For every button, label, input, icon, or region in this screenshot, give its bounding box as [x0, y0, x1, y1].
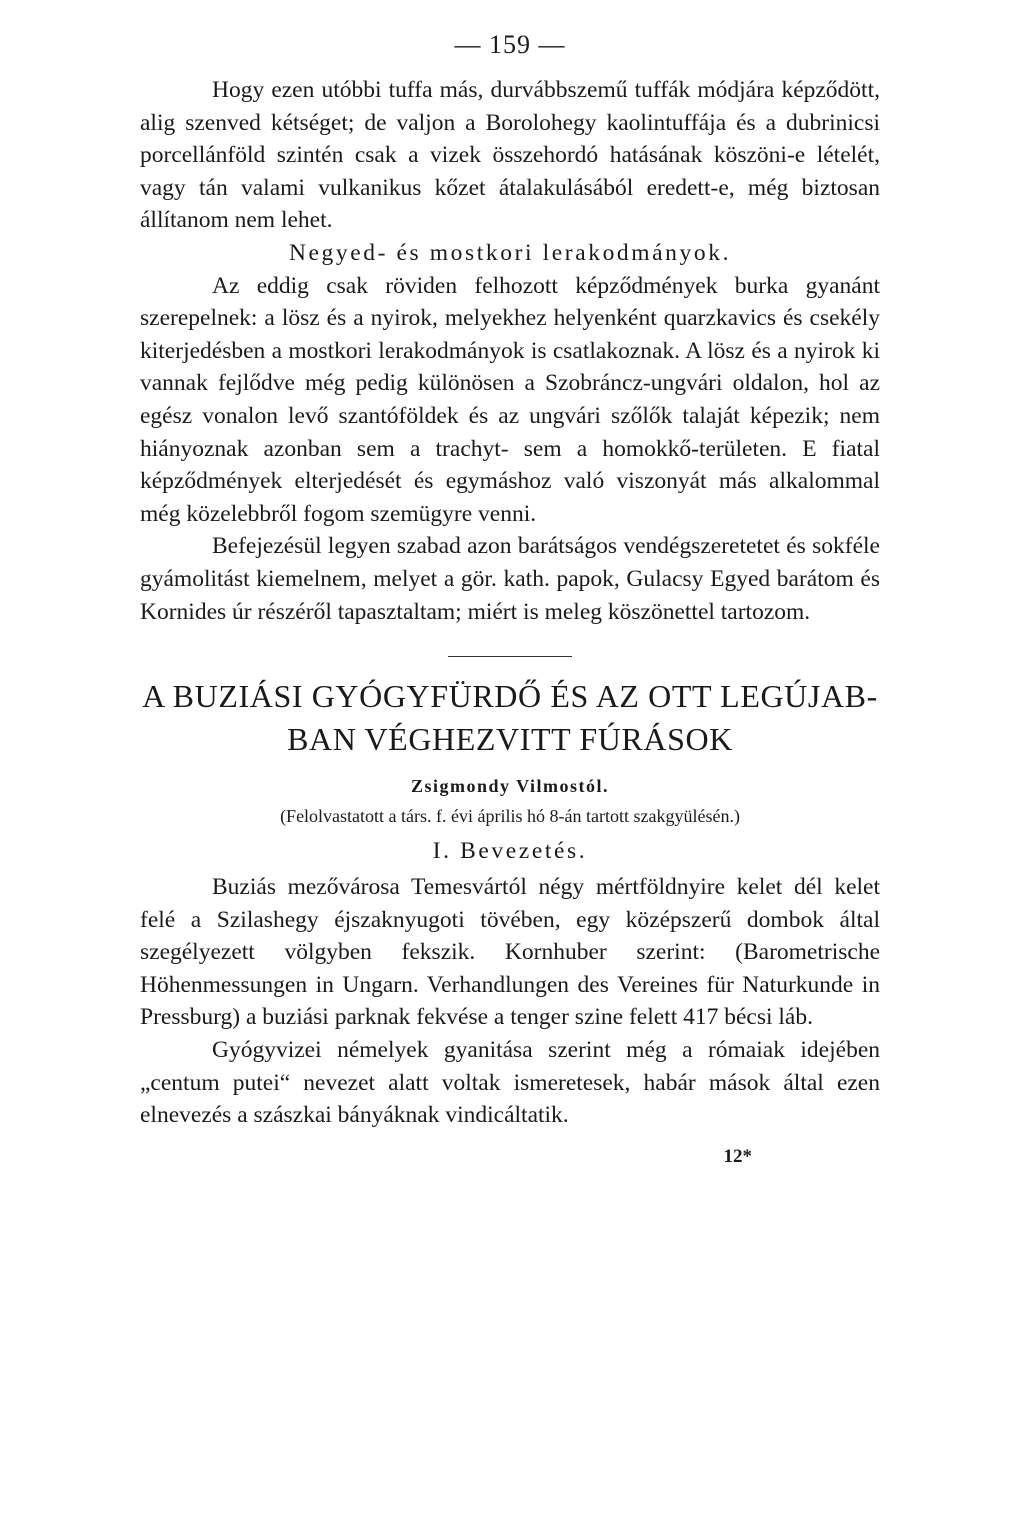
paragraph-tuffa: Hogy ezen utóbbi tuffa más, durvábbszemű tuffák módjára képződött, alig szenved kétséget; de valjon a Borolohegy kaolintuffája és a dubrinicsi porcellánföld szintén csak a vizek összehordó hatásának köszöni-e lételét, vagy tán valami vulkanikus kőzet átalakulásából eredett-e, még biztosan állítanom nem lehet.: [140, 77, 880, 234]
signature-mark: 12*: [723, 1145, 752, 1167]
section-heading: Negyed- és mostkori lerakodmányok.: [288, 239, 732, 266]
page: [140, 30, 880, 1168]
page-number: — 159 —: [454, 30, 566, 59]
article-title-line-1: A BUZIÁSI GYÓGYFÜRDŐ ÉS AZ OTT LEGÚJAB-: [142, 678, 878, 715]
paragraph-buzias: Buziás mezővárosa Temesvártól négy mértföldnyire kelet dél kelet felé a Szilashegy éjszaknyugoti tövében, egy középszerű dombok által szegélyezett völgyben fekszik. Kornhuber szerint: (Barometrische Höhenmessungen in Ungarn. Verhandlungen des Vereines für Naturkunde in Pressburg) a buziási parknak fekvése a tenger szine felett 417 bécsi láb.: [140, 874, 880, 1031]
author-byline: Zsigmondy Vilmostól.: [410, 776, 610, 797]
paragraph-gyogyvizei: Gyógyvizei némelyek gyanitása szerint még a rómaiak idejében „centum putei“ nevezet alatt voltak ismeretesek, habár mások által ezen elnevezés a szászkai bányáknak vindicáltatik.: [140, 1037, 880, 1129]
article-title-line-2: BAN VÉGHEZVITT FÚRÁSOK: [287, 721, 733, 758]
paragraph-befejezes: Befejezésül legyen szabad azon barátságos vendégszeretetet és sokféle gyámolitást kiemelnem, melyet a gör. kath. papok, Gulacsy Egyed barátom és Kornides úr részéről tapasztaltam; miért is meleg köszönettel tartozom.: [140, 533, 880, 625]
paragraph-lerakodmanyok: Az eddig csak röviden felhozott képződmények burka gyanánt szerepelnek: a lösz és a nyirok, melyekhez helyenként quarzkavics és csekély kiterjedésben a mostkori lerakodmányok is csatlakoznak. A lösz és a nyirok ki vannak fejlődve még pedig különösen a Szobráncz-ungvári oldalon, hol az egész vonalon levő szantóföldek és az ungvári szőlők talaját képezik; nem hiányoznak azonban sem a trachyt- sem a homokkő-területen. E fiatal képződmények elterjedését és egymáshoz való viszonyát más alkalommal még közelebbről fogom szemügyre venni.: [140, 272, 880, 527]
subsection-heading: I. Bevezetés.: [432, 838, 588, 865]
divider-rule: [448, 656, 572, 657]
reading-note: (Felolvastatott a társ. f. évi április hó 8-án tartott szakgyülésén.): [280, 806, 740, 827]
